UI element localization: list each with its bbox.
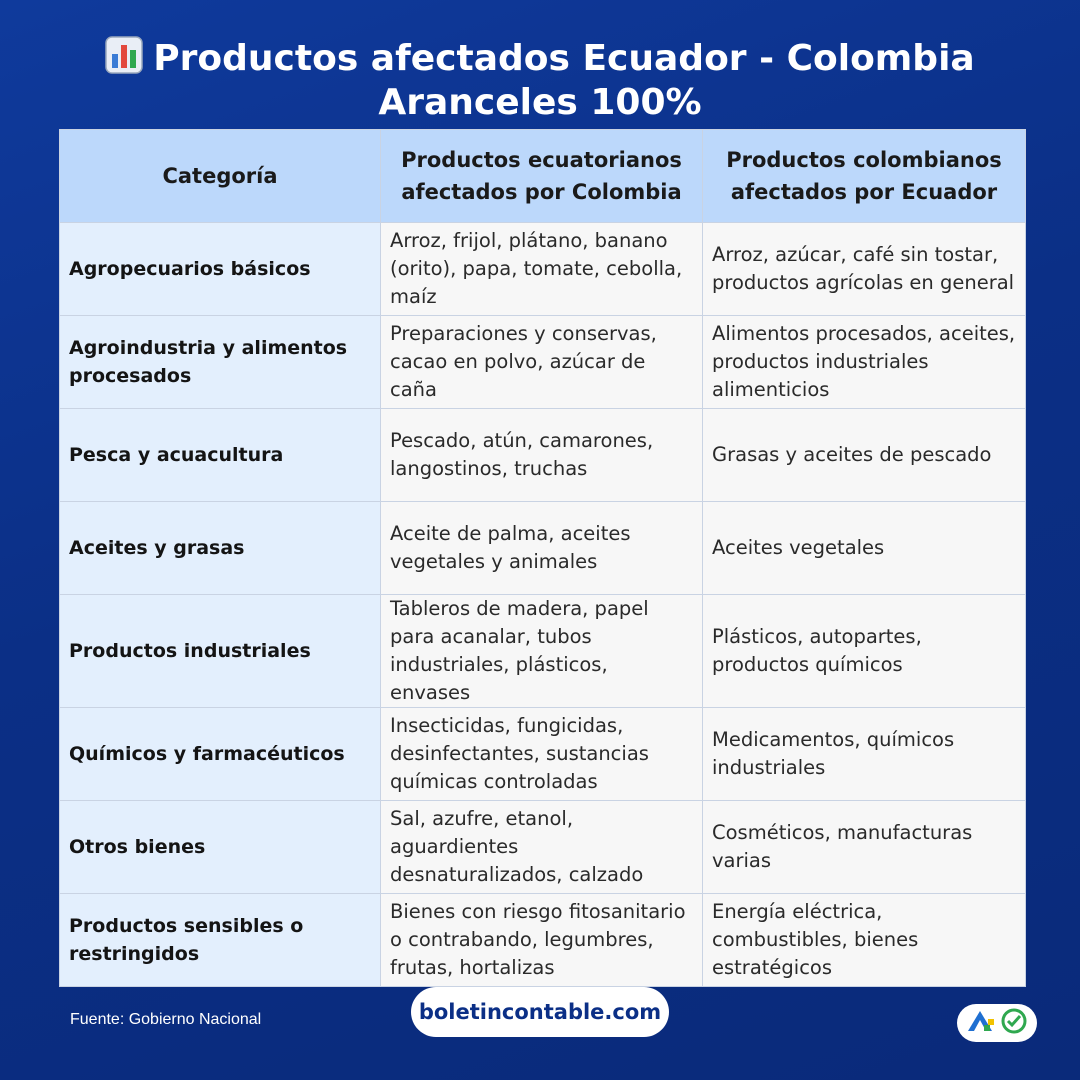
table-row <box>60 708 1026 801</box>
colombia-products-cell: Arroz, azúcar, café sin tostar, productos agrícolas en general <box>703 223 1026 316</box>
category-cell: Productos industriales <box>60 595 381 708</box>
colombia-products-cell: Cosméticos, manufacturas varias <box>703 801 1026 894</box>
bar-chart-icon <box>105 36 143 74</box>
table-row <box>60 316 1026 409</box>
category-cell: Agropecuarios básicos <box>60 223 381 316</box>
table-row <box>60 223 1026 316</box>
header-colombia-products: Productos colombianos afectados por Ecuador <box>703 130 1026 223</box>
category-cell: Aceites y grasas <box>60 502 381 595</box>
ecuador-products-cell: Arroz, frijol, plátano, banano (orito), papa, tomate, cebolla, maíz <box>381 223 703 316</box>
table-row <box>60 502 1026 595</box>
ecuador-products-cell: Pescado, atún, camarones, langostinos, truchas <box>381 409 703 502</box>
ecuador-products-cell: Aceite de palma, aceites vegetales y animales <box>381 502 703 595</box>
brand-logo <box>957 1004 1037 1042</box>
ecuador-products-cell: Insecticidas, fungicidas, desinfectantes, sustancias químicas controladas <box>381 708 703 801</box>
category-cell: Productos sensibles o restringidos <box>60 894 381 987</box>
page-title <box>40 36 1040 125</box>
table-row <box>60 801 1026 894</box>
ecuador-products-cell: Preparaciones y conservas, cacao en polvo, azúcar de caña <box>381 316 703 409</box>
source-note: Fuente: Gobierno Nacional <box>70 1011 262 1028</box>
ecuador-products-cell: Tableros de madera, papel para acanalar, tubos industriales, plásticos, envases <box>381 595 703 708</box>
header-category: Categoría <box>60 130 381 223</box>
table-header-row <box>60 130 1026 223</box>
category-cell: Otros bienes <box>60 801 381 894</box>
table-row <box>60 409 1026 502</box>
header-ecuador-products: Productos ecuatorianos afectados por Colombia <box>381 130 703 223</box>
website-link[interactable] <box>411 987 669 1037</box>
category-cell: Pesca y acuacultura <box>60 409 381 502</box>
tariff-table <box>59 129 1026 987</box>
table-row <box>60 894 1026 987</box>
ecuador-products-cell: Sal, azufre, etanol, aguardientes desnaturalizados, calzado <box>381 801 703 894</box>
colombia-products-cell: Energía eléctrica, combustibles, bienes estratégicos <box>703 894 1026 987</box>
ecuador-products-cell: Bienes con riesgo fitosanitario o contrabando, legumbres, frutas, hortalizas <box>381 894 703 987</box>
title-line-2: Aranceles 100% <box>378 82 702 123</box>
colombia-products-cell: Medicamentos, químicos industriales <box>703 708 1026 801</box>
category-cell: Químicos y farmacéuticos <box>60 708 381 801</box>
table-row <box>60 595 1026 708</box>
category-cell: Agroindustria y alimentos procesados <box>60 316 381 409</box>
title-line-1: Productos afectados Ecuador - Colombia <box>40 36 1040 81</box>
website-label: boletincontable.com <box>418 1000 662 1024</box>
brand-logo-icon <box>962 1005 1032 1041</box>
colombia-products-cell: Plásticos, autopartes, productos químicos <box>703 595 1026 708</box>
colombia-products-cell: Alimentos procesados, aceites, productos industriales alimenticios <box>703 316 1026 409</box>
colombia-products-cell: Grasas y aceites de pescado <box>703 409 1026 502</box>
colombia-products-cell: Aceites vegetales <box>703 502 1026 595</box>
